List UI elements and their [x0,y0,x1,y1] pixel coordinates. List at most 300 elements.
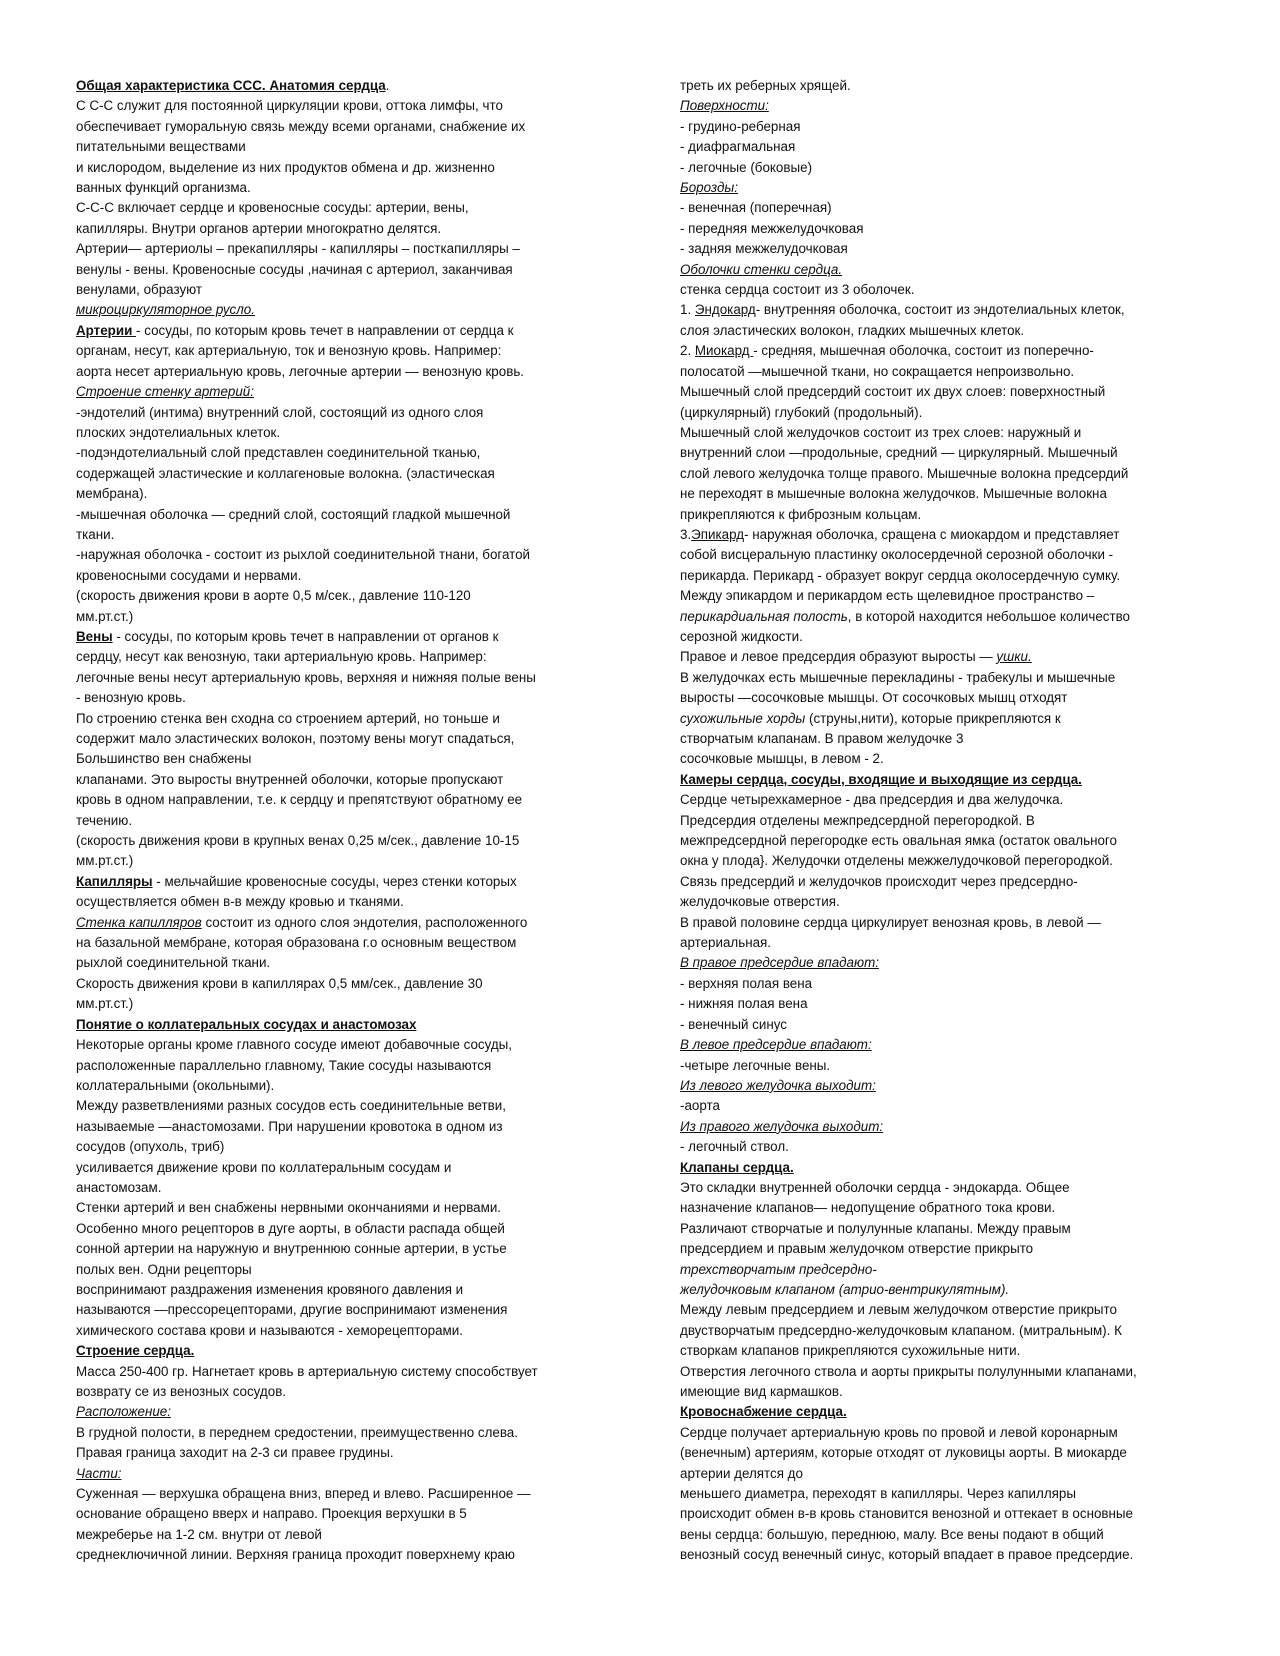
text-line [680,280,1210,300]
text-line [76,566,616,586]
text-run: Масса 250-400 гр. Нагнетает кровь в артериальную систему способствует [76,1363,538,1379]
text-line [680,525,1210,545]
text-run: происходит обмен в-в кровь становится венозной и оттекает в основные [680,1506,1133,1522]
text-line [76,1158,616,1178]
subheading: Борозды: [680,180,738,196]
text-line [76,872,616,892]
text-line [76,280,616,300]
text-line [680,403,1210,423]
text-run: межреберье на 1-2 см. внутри от левой [76,1526,322,1542]
text-run: содержит мало эластических волокон, поэтому вены могут спадаться, [76,731,515,746]
text-line [76,1362,616,1382]
text-run: - сосуды, по которым кровь течет в направлении от сердца к [136,322,514,338]
text-run: - грудино-реберная [680,118,801,134]
subheading: микроциркуляторное русло. [76,302,255,318]
text-run: Сердце получает артериальную кровь по провой и левой коронарным [680,1424,1118,1440]
section-heading: Камеры сердца, сосуды, входящие и выходящие из сердца. [680,771,1082,787]
text-line [680,443,1210,463]
subheading: Расположение: [76,1404,171,1420]
text-line [680,1056,1210,1076]
text-run: (венечным) артериям, которые отходят от луковицы аорты. В миокарде [680,1445,1127,1461]
text-line [680,749,1210,769]
text-run: внутренний слои —продольные, средний — циркулярный. Мышечный [680,445,1118,461]
text-run: Эндокард [694,302,756,318]
text-line [76,341,616,361]
text-run: -подэндотелиальный слой представлен соединительной тканью, [76,445,481,461]
text-line [680,647,1210,667]
text-line [680,872,1210,892]
text-run: слоя эластических волокон, гладких мышечных клеток. [680,322,1025,338]
text-run: Суженная — верхушка обращена вниз, вперед и влево. Расширенное — [76,1486,531,1502]
text-run: венулы - вены. Кровеносные сосуды ,начиная с артериол, заканчивая [76,261,513,277]
section-heading: Капилляры [76,873,153,889]
text-run: собой висцеральную пластинку околосердечной серозной оболочки - [680,547,1114,563]
text-run: Между эпикардом и перикардом есть щелевидное пространство – [680,588,1095,604]
text-line [680,1464,1210,1484]
text-run: плоских эндотелиальных клеток. [76,424,281,440]
subheading: Поверхности: [680,98,769,114]
text-line [76,647,616,667]
text-run: - венечный синус [680,1016,787,1032]
text-line [680,260,1210,280]
text-run: - средняя, мышечная оболочка, состоит из поперечно- [753,343,1094,359]
text-line [680,137,1210,157]
text-run: В грудной полости, в переднем средостении, преимущественно слева. [76,1424,518,1440]
text-line [680,1484,1210,1504]
text-line [680,158,1210,178]
text-run: перикарда. Перикард - образует вокруг сердца околосердечную сумку. [680,567,1121,583]
text-run: Сердце четырехкамерное - два предсердия и два желудочка. [680,792,1064,808]
subheading: Из левого желудочка выходит: [680,1077,876,1093]
text-line [76,1504,616,1524]
text-line [76,403,616,423]
text-line [680,545,1210,565]
text-line [76,974,616,994]
text-line [76,1280,616,1300]
text-run: анастомозам. [76,1179,162,1195]
text-line [680,851,1210,871]
text-run: химического состава крови и называются - хеморецепторами. [76,1322,463,1338]
text-run: органам, несут, как артериальную, ток и венозную кровь. Например: [76,343,502,359]
text-line [76,1484,616,1504]
text-run: Особенно много рецепторов в дуге аорты, в области распада общей [76,1220,505,1236]
text-run: полых вен. Одни рецепторы [76,1261,252,1277]
text-run: (циркулярный) глубокий (продольный). [680,404,923,420]
text-run: клапанами. Это выросты внутренней оболочки, которые пропускают [76,771,504,787]
text-run: артериальная. [680,935,772,951]
text-run: Различают створчатые и полулунные клапаны. Между правым [680,1220,1071,1236]
text-line [680,1076,1210,1096]
text-run: створчатым клапанам. В правом желудочке 3 [680,731,964,746]
text-run: Скорость движения крови в капиллярах 0,5 мм/сек., давление 30 [76,975,483,991]
text-line [680,1096,1210,1116]
text-line [680,729,1210,749]
text-run: меньшего диаметра, переходят в капилляры. Через капилляры [680,1486,1076,1502]
text-run: Предсердия отделены межпредсердной перегородкой. В [680,812,1035,828]
text-line [680,770,1210,790]
text-line [680,423,1210,443]
text-run: (скорость движения крови в аорте 0,5 м/сек., давление 110-120 [76,588,471,604]
text-run: (струны,нити), которые прикрепляются к [805,710,1061,726]
text-line [680,933,1210,953]
text-run: серозной жидкости. [680,628,803,644]
text-run: - задняя межжелудочковая [680,241,848,257]
text-run: коллатеральными (окольными). [76,1077,275,1093]
section-heading: Кровоснабжение сердца. [680,1404,847,1420]
text-run: расположенные параллельно главному, Такие сосуды называются [76,1057,492,1073]
text-line [76,1382,616,1402]
text-line [680,464,1210,484]
text-line [76,1525,616,1545]
text-line [680,1260,1210,1280]
text-line [76,1219,616,1239]
text-run: перикардиальная полость [680,608,848,624]
text-line [76,464,616,484]
text-run: осуществляется обмен в-в между кровью и тканями. [76,894,404,910]
text-run: воспринимают раздражения изменения кровяного давления и [76,1281,464,1297]
subheading: Стенка капилляров [76,914,202,930]
text-line [76,423,616,443]
text-run: - легочный ствол. [680,1139,789,1155]
text-run: среднеключичной линии. Верхняя граница проходит поверхнему краю [76,1547,515,1563]
text-run: - нижняя полая вена [680,996,808,1012]
text-line [76,709,616,729]
text-line [680,709,1210,729]
text-line [76,749,616,769]
text-run: ванных функций организма. [76,180,251,196]
text-line [680,892,1210,912]
text-run: 2. [680,343,695,359]
text-line [76,1402,616,1422]
text-run: мм.рт.ст.) [76,853,134,869]
text-line [76,1076,616,1096]
text-run: называемые —анастомозами. При нарушении кровотока в одном из [76,1118,503,1134]
text-line [680,321,1210,341]
text-run: мембрана). [76,486,148,502]
subheading: Строение стенку артерий: [76,384,254,400]
subheading: ушки. [996,649,1032,665]
text-run: ткани. [76,526,115,542]
text-run: - легочные (боковые) [680,159,813,175]
text-line [680,1362,1210,1382]
text-run: межпредсердной перегородке есть овальная ямка (остаток овального [680,833,1117,849]
text-line [680,198,1210,218]
text-run: венозный сосуд венечный синус, который впадает в правое предсердие. [680,1547,1134,1563]
text-line [76,790,616,810]
text-run: - верхняя полая вена [680,975,813,991]
text-line [680,239,1210,259]
text-line [680,688,1210,708]
text-line [680,811,1210,831]
text-line [76,770,616,790]
text-line [76,260,616,280]
text-line [76,1178,616,1198]
text-line [76,545,616,565]
text-line [680,1198,1210,1218]
section-heading: Клапаны сердца. [680,1159,794,1175]
text-run: - венозную кровь. [76,690,186,706]
section-heading: Общая характеристика ССС. Анатомия сердца [76,78,386,93]
text-line [76,892,616,912]
text-run: содержащей эластические и коллагеновые волокна. (эластическая [76,465,495,481]
text-line [680,974,1210,994]
text-line [76,1443,616,1463]
subheading: В левое предсердие впадают: [680,1037,872,1053]
text-line [680,362,1210,382]
text-line [680,1137,1210,1157]
text-run: Некоторые органы кроме главного сосуде имеют добавочные сосуды, [76,1037,513,1053]
text-line [76,1137,616,1157]
text-line [680,76,1210,96]
text-line [680,586,1210,606]
text-run: питательными веществами [76,139,246,155]
text-run: сосочковые мышцы, в левом - 2. [680,751,884,767]
text-line [680,668,1210,688]
text-run: Эпикард [691,526,745,542]
text-line [76,382,616,402]
text-line [76,1198,616,1218]
text-run: усиливается движение крови по коллатеральным сосудам и [76,1159,452,1175]
text-run: выросты —сосочковые мышцы. От сосочковых мышц отходят [680,690,1068,706]
text-run: Правая граница заходит на 2-3 си правее грудины. [76,1445,394,1461]
text-run: полосатой —мышечной ткани, но сокращается непроизвольно. [680,363,1075,379]
text-run: желудочковые отверстия. [680,894,840,910]
text-run: Связь предсердий и желудочков происходит через предсердно- [680,873,1078,889]
text-line [76,811,616,831]
text-line [76,362,616,382]
text-line [76,668,616,688]
text-line [76,688,616,708]
text-run: Мышечный слой желудочков состоит из трех слоев: наружный и [680,424,1082,440]
text-line [680,607,1210,627]
text-line [680,1178,1210,1198]
text-line [680,566,1210,586]
right-column [680,76,1210,1566]
text-run: аорта несет артериальную кровь, легочные артерии — венозную кровь. [76,363,525,379]
text-run: сонной артерии на наружную и внутреннюю сонные артерии, в устье [76,1241,507,1257]
text-line [680,1239,1210,1259]
text-run: -наружная оболочка - состоит из рыхлой соединительной тнани, богатой [76,547,531,563]
text-run: слой левого желудочка толще правого. Мышечные волокна предсердий [680,465,1129,481]
text-line [680,1504,1210,1524]
text-run: 1. [680,302,695,318]
subheading: Части: [76,1465,122,1481]
text-run: Между разветвлениями разных сосудов есть соединительные ветви, [76,1098,506,1114]
text-line [76,586,616,606]
text-run: В правой половине сердца циркулирует венозная кровь, в левой — [680,914,1101,930]
text-line [680,1015,1210,1035]
text-line [76,1056,616,1076]
text-line [76,219,616,239]
text-run: кровеносными сосудами и нервами. [76,567,302,583]
text-run: Отверстия легочного ствола и аорты прикрыты полулунными клапанами, [680,1363,1137,1379]
section-heading: Артерии [76,322,137,338]
text-run: Это складки внутренней оболочки сердца - эндокарда. Общее [680,1179,1070,1195]
text-line [76,1117,616,1137]
text-line [76,76,616,96]
text-line [680,1219,1210,1239]
text-run: Мышечный слой предсердий состоит их двух слоев: поверхностный [680,384,1106,400]
text-line [76,1300,616,1320]
text-line [76,1035,616,1055]
text-line [76,851,616,871]
text-run: артерии делятся до [680,1465,803,1481]
text-line [76,1260,616,1280]
text-line [76,1239,616,1259]
section-heading: Строение сердца. [76,1343,195,1359]
text-line [680,913,1210,933]
text-line [680,1443,1210,1463]
text-line [76,137,616,157]
text-run: обеспечивает гуморальную связь между всеми органами, снабжение их [76,118,526,134]
text-line [76,505,616,525]
text-run: - сосуды, по которым кровь течет в направлении от органов к [112,628,499,644]
text-run: По строению стенка вен сходна со строением артерий, но тоньше и [76,710,500,726]
text-run: Стенки артерий и вен снабжены нервными окончаниями и нервами. [76,1200,502,1216]
text-run: Артерии— артериолы – прекапилляры - капилляры – посткапилляры – [76,241,520,257]
text-run: кровь в одном направлении, т.е. к сердцу и препятствуют обратному ее [76,792,523,808]
subheading: Из правого желудочка выходит: [680,1118,884,1134]
text-run: назначение клапанов— недопущение обратного тока крови. [680,1200,1056,1216]
text-line [76,953,616,973]
text-line [76,443,616,463]
text-run: - наружная оболочка, сращена с миокардом и представляет [744,526,1120,542]
text-line [680,790,1210,810]
text-run: сердцу, несут как венозную, таки артериальную кровь. Например: [76,649,487,665]
text-line [76,96,616,116]
text-run: Миокард [694,343,754,359]
text-line [76,525,616,545]
text-line [76,1321,616,1341]
text-line [76,198,616,218]
text-line [680,1117,1210,1137]
text-line [76,158,616,178]
text-run: легочные вены несут артериальную кровь, верхняя и нижняя полые вены [76,669,536,685]
text-line [680,96,1210,116]
text-run: течению. [76,812,133,828]
text-line [680,1035,1210,1055]
text-run: - мельчайшие кровеносные сосуды, через стенки которых [152,873,517,889]
text-line [680,300,1210,320]
text-line [76,1341,616,1361]
text-run: - венечная (поперечная) [680,200,832,216]
text-line [76,117,616,137]
text-run: капилляры. Внутри органов артерии многократно делятся. [76,220,442,236]
text-line [76,831,616,851]
subheading: В правое предсердие впадают: [680,955,879,971]
text-line [76,1423,616,1443]
text-run: окна у плода}. Желудочки отделены межжелудочковой перегородкой. [680,853,1113,869]
text-run: прикрепляются к фиброзным кольцам. [680,506,922,522]
text-line [680,1300,1210,1320]
text-run: возврату се из венозных сосудов. [76,1384,287,1399]
text-run: , в которой находится небольшое количество [847,608,1131,624]
text-run: стенка сердца состоит из 3 оболочек. [680,282,915,298]
text-line [680,341,1210,361]
text-run: Между левым предсердием и левым желудочком отверстие прикрыто [680,1302,1117,1318]
text-line [680,953,1210,973]
text-line [76,484,616,504]
text-line [76,1096,616,1116]
text-line [680,1280,1210,1300]
text-run: - передняя межжелудочковая [680,220,864,236]
text-run: сосудов (опухоль, триб) [76,1139,225,1155]
text-run: предсердием и правым желудочком отверстие прикрыто [680,1241,1034,1257]
text-run: -четыре легочные вены. [680,1057,831,1073]
text-run: В желудочках есть мышечные перекладины - трабекулы и мышечные [680,669,1116,685]
section-heading: Вены [76,628,113,644]
text-run: - внутренняя оболочка, состоит из эндотелиальных клеток, [755,302,1125,318]
text-run: желудочковым клапаном (атрио-вентрикулятным). [680,1281,1010,1297]
text-line [680,627,1210,647]
text-line [680,484,1210,504]
text-run: венулами, образуют [76,282,203,298]
text-run: мм.рт.ст.) [76,996,134,1012]
text-run: не переходят в мышечные волокна желудочков. Мышечные волокна [680,486,1107,502]
text-line [680,1525,1210,1545]
text-run: . [385,78,390,93]
text-run: 3. [680,526,692,542]
text-run: вены сердца: большую, переднюю, малу. Все вены подают в общий [680,1526,1104,1542]
text-run: С-С-С включает сердце и кровеносные сосуды: артерии, вены, [76,200,469,216]
text-line [680,178,1210,198]
text-line [680,994,1210,1014]
text-line [680,831,1210,851]
section-heading: Понятие о коллатеральных сосудах и анастомозах [76,1016,417,1032]
text-run: сухожильные хорды [680,710,806,726]
text-line [76,994,616,1014]
text-run: треть их реберных хрящей. [680,78,851,93]
text-run: -эндотелий (интима) внутренний слой, состоящий из одного слоя [76,404,484,420]
subheading: Оболочки стенки сердца. [680,261,843,277]
text-line [680,1402,1210,1422]
text-run: -мышечная оболочка — средний слой, состоящий гладкой мышечной [76,506,511,522]
text-line [680,505,1210,525]
text-line [76,607,616,627]
text-line [76,1545,616,1565]
text-line [680,1321,1210,1341]
text-run: состоит из одного слоя эндотелия, расположенного [201,914,528,930]
text-line [680,1382,1210,1402]
text-line [680,117,1210,137]
text-run: основание обращено вверх и направо. Проекция верхушки в 5 [76,1506,467,1522]
text-line [680,1423,1210,1443]
text-run: мм.рт.ст.) [76,608,134,624]
text-line [680,382,1210,402]
text-line [76,1464,616,1484]
text-line [76,627,616,647]
text-run: рыхлой соединительной ткани. [76,955,271,971]
text-line [76,239,616,259]
left-column [76,76,616,1566]
text-line [680,1545,1210,1565]
text-line [680,1341,1210,1361]
text-run: называются —прессорецепторами, другие воспринимают изменения [76,1302,508,1318]
text-run: и кислородом, выделение из них продуктов обмена и др. жизненно [76,159,495,175]
text-run: створкам клапанов прикрепляются сухожильные нити. [680,1343,1021,1359]
text-run: трехстворчатым предсердно- [680,1261,877,1277]
text-line [76,1015,616,1035]
text-line [680,219,1210,239]
text-run: Большинство вен снабжены [76,751,252,767]
text-run: имеющие вид кармашков. [680,1384,843,1399]
text-line [76,178,616,198]
text-run: на базальной мембране, которая образована г.о основным веществом [76,935,517,951]
text-run: двустворчатым предсердно-желудочковым клапаном. (митральным). К [680,1322,1122,1338]
text-line [680,1158,1210,1178]
text-line [76,300,616,320]
text-run: Правое и левое предсердия образуют выросты — [680,649,997,665]
